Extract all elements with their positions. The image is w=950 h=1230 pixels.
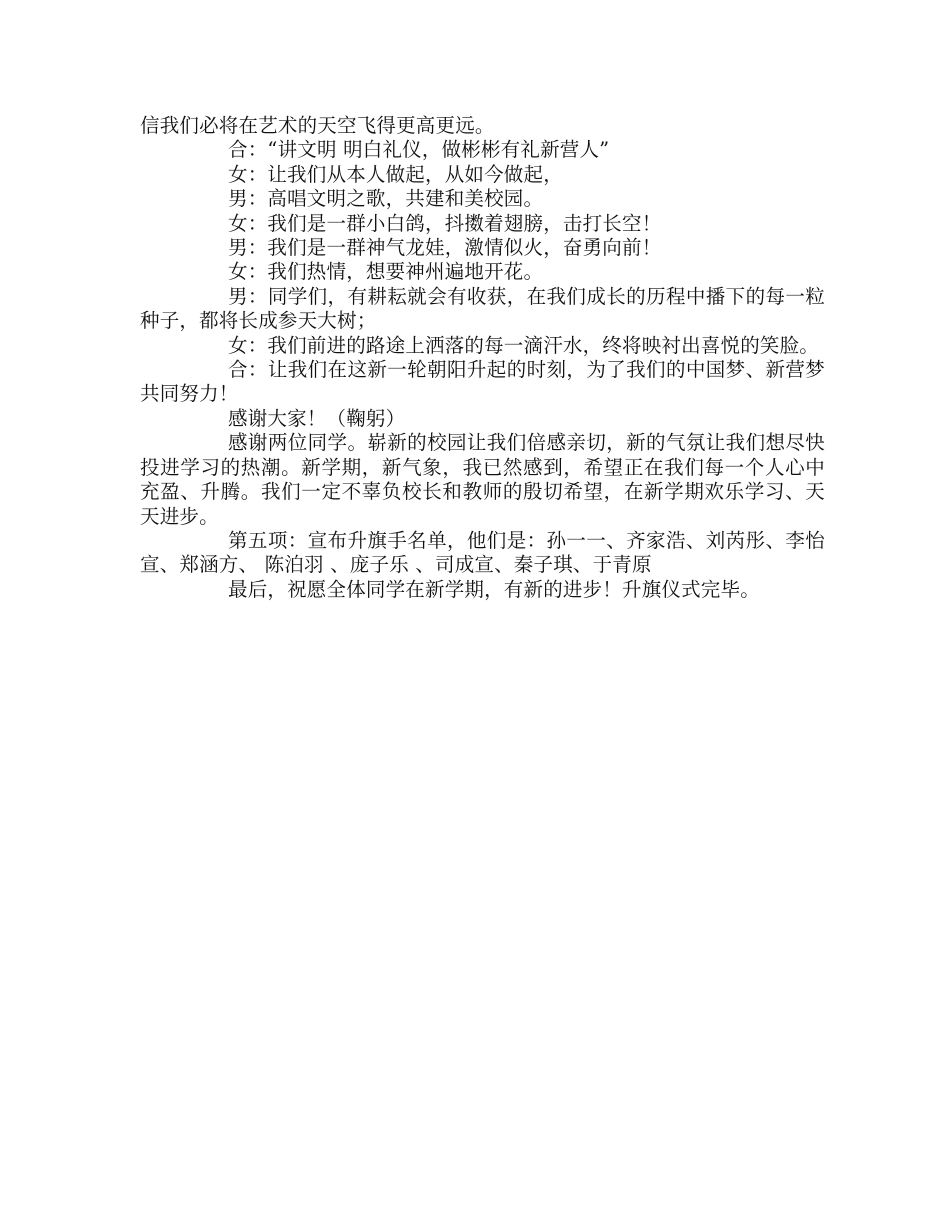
paragraph: 女：让我们从本人做起，从如今做起， — [228, 162, 563, 186]
paragraph: 女：我们热情，想要神州遍地开花。 — [228, 260, 544, 284]
paragraph: 合：让我们在这新一轮朝阳升起的时刻，为了我们的中国梦、新营梦共同努力！ — [140, 358, 825, 406]
paragraph: 第五项：宣布升旗手名单，他们是：孙一一、齐家浩、刘芮彤、李怡宣、郑涵方、 陈泊羽 、庞子乐 、司成宣、秦子琪、于青原 — [140, 528, 825, 577]
paragraph: 最后，祝愿全体同学在新学期，有新的进步！升旗仪式完毕。 — [228, 577, 760, 601]
paragraph: 男：高唱文明之歌，共建和美校园。 — [228, 187, 544, 211]
paragraph: 女：我们是一群小白鸽，抖擞着翅膀，击打长空！ — [228, 211, 662, 235]
paragraph: 感谢两位同学。崭新的校园让我们倍感亲切，新的气氛让我们想尽快投进学习的热潮。新学期，新气象，我已然感到，希望正在我们每一个人心中充盈、升腾。我们一定不辜负校长和教师的殷切希望，在新学期欢乐学习、天天进步。 — [140, 431, 825, 528]
paragraph: 合：“讲文明 明白礼仪，做彬彬有礼新营人” — [228, 138, 610, 162]
paragraph: 女：我们前进的路途上洒落的每一滴汗水，终将映衬出喜悦的笑脸。 — [228, 333, 820, 357]
paragraph: 男：同学们，有耕耘就会有收获，在我们成长的历程中播下的每一粒种子，都将长成参天大树； — [140, 284, 825, 333]
paragraph: 信我们必将在艺术的天空飞得更高更远。 — [140, 114, 495, 137]
document-body — [140, 114, 825, 602]
paragraph: 男：我们是一群神气龙娃，激情似火，奋勇向前！ — [228, 236, 662, 260]
paragraph: 感谢大家！（鞠躬） — [228, 406, 406, 430]
